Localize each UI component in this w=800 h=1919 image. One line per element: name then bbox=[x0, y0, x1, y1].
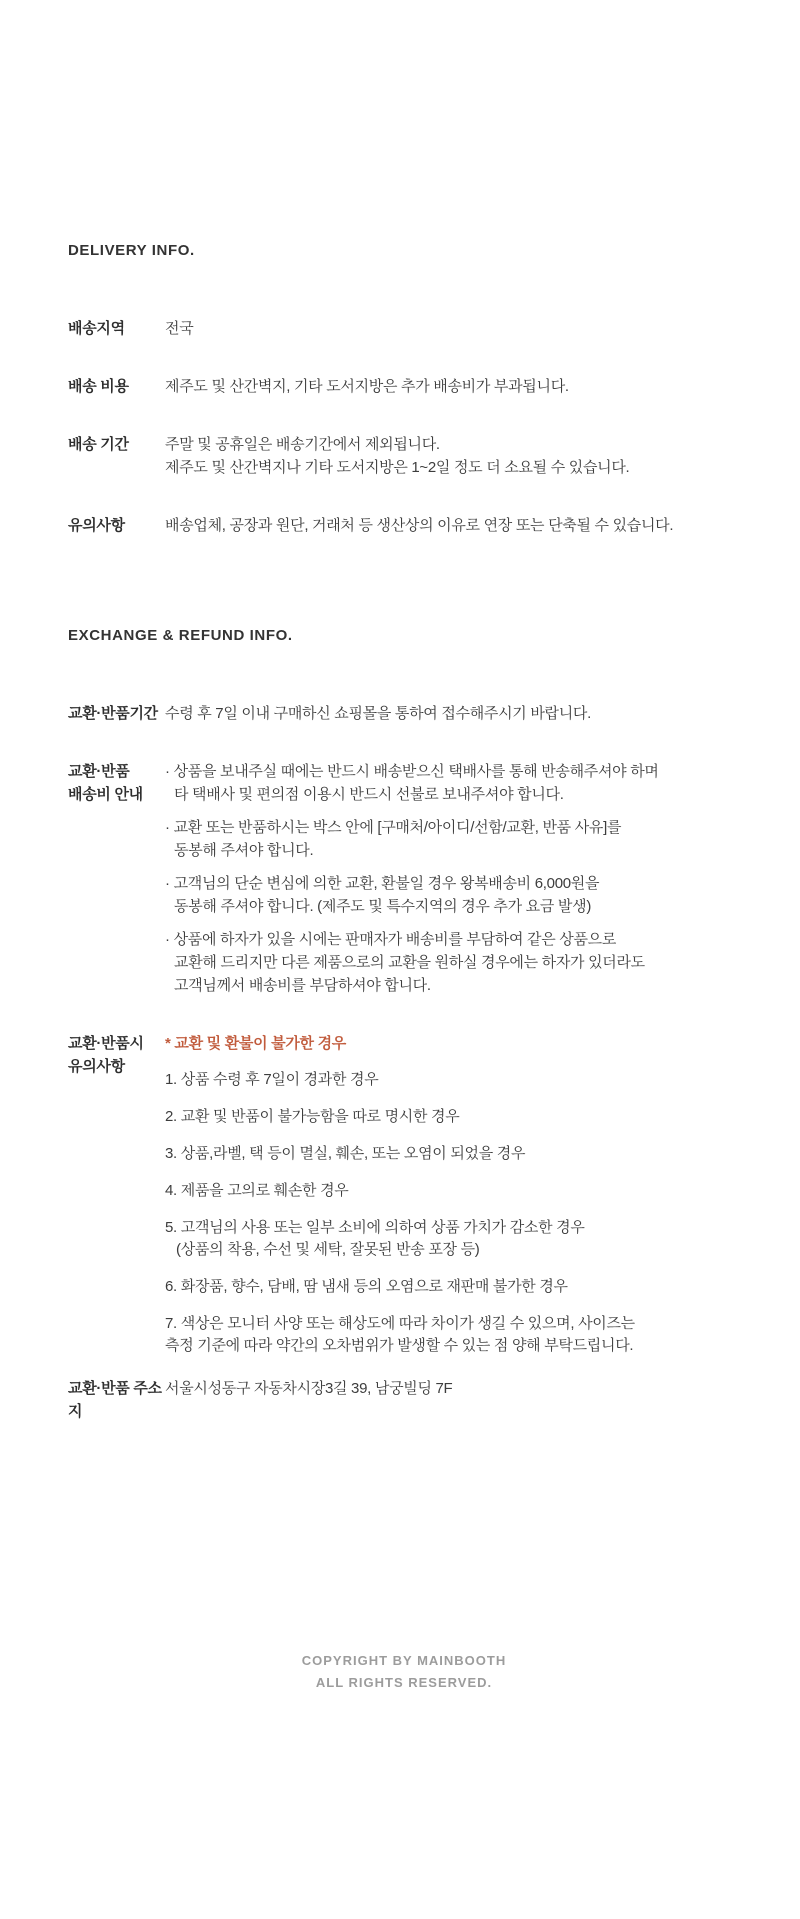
exchange-row-shipping-fee bbox=[68, 760, 740, 997]
notice-item-2-line-1: 2. 교환 및 반품이 불가능함을 따로 명시한 경우 bbox=[165, 1108, 460, 1125]
exchange-fee-label-line-2: 배송비 안내 bbox=[68, 786, 143, 803]
delivery-period-value bbox=[165, 433, 740, 479]
fee-bullet-1-line-2: 타 택배사 및 편의점 이용시 반드시 선불로 보내주셔야 합니다. bbox=[174, 786, 564, 803]
fee-bullet-3-line-1: · 고객님의 단순 변심에 의한 교환, 환불일 경우 왕복배송비 6,000원을 bbox=[165, 875, 600, 892]
notice-item-5-line-1: 5. 고객님의 사용 또는 일부 소비에 의하여 상품 가치가 감소한 경우 bbox=[165, 1219, 585, 1236]
delivery-info-heading: DELIVERY INFO. bbox=[68, 242, 195, 259]
fee-bullet-2 bbox=[165, 816, 740, 862]
fee-bullet-2-line-2: 동봉해 주셔야 합니다. bbox=[174, 842, 314, 859]
delivery-region-label: 배송지역 bbox=[68, 320, 125, 337]
exchange-notice-value bbox=[165, 1032, 740, 1357]
delivery-caution-value bbox=[165, 514, 740, 537]
delivery-caution-line: 배송업체, 공장과 원단, 거래처 등 생산상의 이유로 연장 또는 단축될 수 있습니다. bbox=[165, 517, 674, 534]
delivery-cost-label: 배송 비용 bbox=[68, 378, 129, 395]
notice-item-1-line-1: 1. 상품 수령 후 7일이 경과한 경우 bbox=[165, 1071, 379, 1088]
fee-bullet-2-line-1: · 교환 또는 반품하시는 박스 안에 [구매처/아이디/선함/교환, 반품 사유]를 bbox=[165, 819, 622, 836]
copyright-line-2: ALL RIGHTS RESERVED. bbox=[315, 1675, 493, 1690]
delivery-period-line-1: 주말 및 공휴일은 배송기간에서 제외됩니다. bbox=[165, 436, 440, 453]
fee-bullet-1-line-1: · 상품을 보내주실 때에는 반드시 배송받으신 택배사를 통해 반송해주셔야 하며 bbox=[165, 763, 659, 780]
delivery-region-value bbox=[165, 317, 740, 340]
fee-bullet-4-line-3: 고객님께서 배송비를 부담하셔야 합니다. bbox=[174, 977, 431, 994]
copyright-footer bbox=[68, 1650, 740, 1694]
notice-item-7-line-2: 측정 기준에 따라 약간의 오차범위가 발생할 수 있는 점 양해 부탁드립니다. bbox=[165, 1337, 634, 1354]
non-refundable-heading: * 교환 및 환불이 불가한 경우 bbox=[165, 1035, 346, 1052]
notice-item-3 bbox=[165, 1143, 740, 1165]
notice-item-7-line-1: 7. 색상은 모니터 사양 또는 해상도에 따라 차이가 생길 수 있으며, 사이즈는 bbox=[165, 1315, 635, 1332]
delivery-row-period bbox=[68, 433, 740, 479]
exchange-refund-heading: EXCHANGE & REFUND INFO. bbox=[68, 627, 293, 644]
exchange-row-notice bbox=[68, 1032, 740, 1357]
delivery-caution-label: 유의사항 bbox=[68, 517, 125, 534]
exchange-row-period bbox=[68, 702, 740, 725]
notice-item-2 bbox=[165, 1106, 740, 1128]
delivery-cost-value bbox=[165, 375, 740, 398]
fee-bullet-4 bbox=[165, 928, 740, 997]
exchange-address-label: 교환·반품 주소지 bbox=[68, 1380, 162, 1420]
exchange-notice-label-line-2: 유의사항 bbox=[68, 1058, 125, 1075]
delivery-period-line-2: 제주도 및 산간벽지나 기타 도서지방은 1~2일 정도 더 소요될 수 있습니다. bbox=[165, 459, 630, 476]
notice-item-3-line-1: 3. 상품,라벨, 택 등이 멸실, 훼손, 또는 오염이 되었을 경우 bbox=[165, 1145, 526, 1162]
notice-item-7 bbox=[165, 1313, 740, 1357]
notice-item-5 bbox=[165, 1217, 740, 1261]
exchange-period-value: 수령 후 7일 이내 구매하신 쇼핑몰을 통하여 접수해주시기 바랍니다. bbox=[165, 705, 591, 722]
notice-item-4-line-1: 4. 제품을 고의로 훼손한 경우 bbox=[165, 1182, 349, 1199]
delivery-row-caution bbox=[68, 514, 740, 537]
exchange-notice-label bbox=[68, 1032, 165, 1078]
delivery-row-cost bbox=[68, 375, 740, 398]
fee-bullet-4-line-2: 교환해 드리지만 다른 제품으로의 교환을 원하실 경우에는 하자가 있더라도 bbox=[174, 954, 645, 971]
notice-item-4 bbox=[165, 1180, 740, 1202]
notice-item-5-line-2: (상품의 착용, 수선 및 세탁, 잘못된 반송 포장 등) bbox=[176, 1241, 480, 1258]
exchange-period-label: 교환·반품기간 bbox=[68, 705, 158, 722]
fee-bullet-3 bbox=[165, 872, 740, 918]
non-refundable-list bbox=[165, 1069, 740, 1357]
delivery-region-line: 전국 bbox=[165, 320, 194, 337]
fee-bullet-1 bbox=[165, 760, 740, 806]
exchange-refund-section bbox=[68, 628, 740, 1423]
delivery-info-section bbox=[68, 243, 740, 537]
exchange-notice-label-line-1: 교환·반품시 bbox=[68, 1035, 144, 1052]
delivery-row-region bbox=[68, 317, 740, 340]
notice-item-6 bbox=[165, 1276, 740, 1298]
exchange-address-value: 서울시성동구 자동차시장3길 39, 남궁빌딩 7F bbox=[165, 1380, 453, 1397]
exchange-fee-value bbox=[165, 760, 740, 997]
exchange-row-address bbox=[68, 1377, 740, 1423]
exchange-fee-label-line-1: 교환·반품 bbox=[68, 763, 130, 780]
delivery-cost-line: 제주도 및 산간벽지, 기타 도서지방은 추가 배송비가 부과됩니다. bbox=[165, 378, 569, 395]
notice-item-6-line-1: 6. 화장품, 향수, 담배, 땀 냄새 등의 오염으로 재판매 불가한 경우 bbox=[165, 1278, 568, 1295]
exchange-fee-label bbox=[68, 760, 165, 806]
copyright-line-1: COPYRIGHT BY MAINBOOTH bbox=[301, 1653, 507, 1668]
notice-item-1 bbox=[165, 1069, 740, 1091]
fee-bullet-4-line-1: · 상품에 하자가 있을 시에는 판매자가 배송비를 부담하여 같은 상품으로 bbox=[165, 931, 617, 948]
fee-bullet-3-line-2: 동봉해 주셔야 합니다. (제주도 및 특수지역의 경우 추가 요금 발생) bbox=[174, 898, 592, 915]
delivery-period-label: 배송 기간 bbox=[68, 436, 129, 453]
